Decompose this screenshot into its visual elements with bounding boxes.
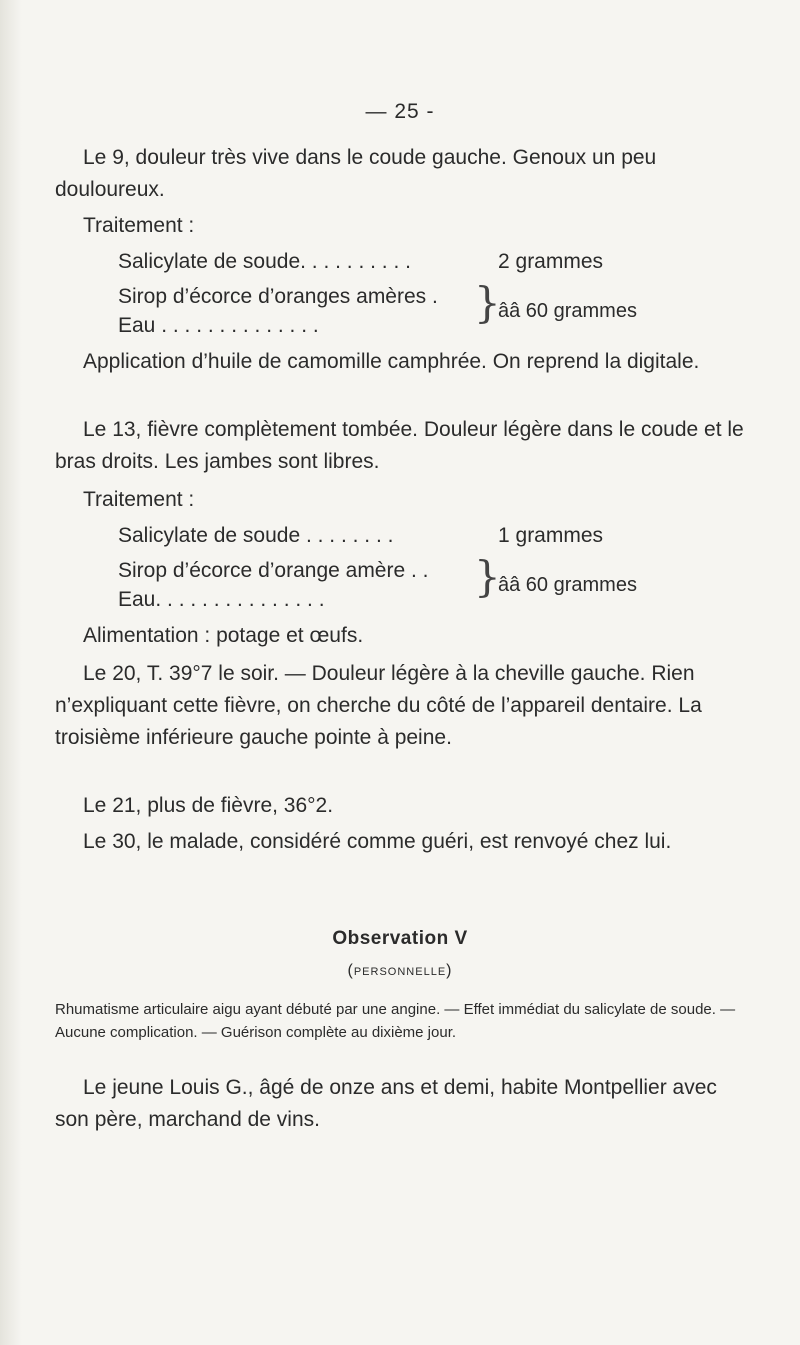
alimentation-line: Alimentation : potage et œufs.	[83, 624, 364, 647]
rx2-salicylate-qty: 1 grammes	[498, 524, 604, 547]
rx1-salicylate: Salicylate de soude. . . . . . . . . .	[118, 250, 411, 273]
rx1-sirop: Sirop d’écorce d’oranges amères .	[118, 285, 438, 308]
paragraph-le-20: Le 20, T. 39°7 le soir. — Douleur légère à la cheville gauche. Rien n’expliquant cette fièvre, on cherche du côté de l’appareil dentaire. La troisième inférieure gauche pointe à peine.	[55, 662, 702, 749]
paragraph-le-21: Le 21, plus de fièvre, 36°2.	[83, 794, 334, 817]
rx1-brace: }	[474, 278, 501, 327]
page-edge-shadow	[0, 0, 22, 1345]
paragraph-application: Application d’huile de camomille camphrée. On reprend la digitale.	[83, 350, 700, 373]
observation-subtitle: (personnelle)	[347, 962, 453, 979]
rx2-brace: }	[474, 552, 501, 601]
rx2-sirop: Sirop d’écorce d’orange amère . .	[118, 559, 429, 582]
rx2-eau: Eau. . . . . . . . . . . . . . .	[118, 588, 325, 611]
rx2-salicylate: Salicylate de soude . . . . . . . .	[118, 524, 394, 547]
paragraph-louis: Le jeune Louis G., âgé de onze ans et demi, habite Montpellier avec son père, marchand de vins.	[55, 1076, 717, 1131]
page-number: — 25 -	[365, 100, 435, 123]
paragraph-le-9: Le 9, douleur très vive dans le coude gauche. Genoux un peu douloureux.	[55, 146, 657, 201]
rx1-salicylate-qty: 2 grammes	[498, 250, 604, 273]
observation-summary: Rhumatisme articulaire aigu ayant débuté par une angine. — Effet immédiat du salicylate de soude. — Aucune complication. — Guérison complète au dixième jour.	[55, 1001, 736, 1041]
rx2-combined-qty: ââ 60 grammes	[498, 574, 637, 596]
rx1-eau: Eau . . . . . . . . . . . . . .	[118, 314, 319, 337]
paragraph-le-30: Le 30, le malade, considéré comme guéri, est renvoyé chez lui.	[83, 830, 672, 853]
traitement-heading-2: Traitement :	[83, 488, 195, 511]
rx1-combined-qty: ââ 60 grammes	[498, 300, 637, 322]
paragraph-le-13: Le 13, fièvre complètement tombée. Douleur légère dans le coude et le bras droits. Les jambes sont libres.	[55, 418, 744, 473]
traitement-heading-1: Traitement :	[83, 214, 195, 237]
observation-title: Observation V	[332, 928, 468, 949]
